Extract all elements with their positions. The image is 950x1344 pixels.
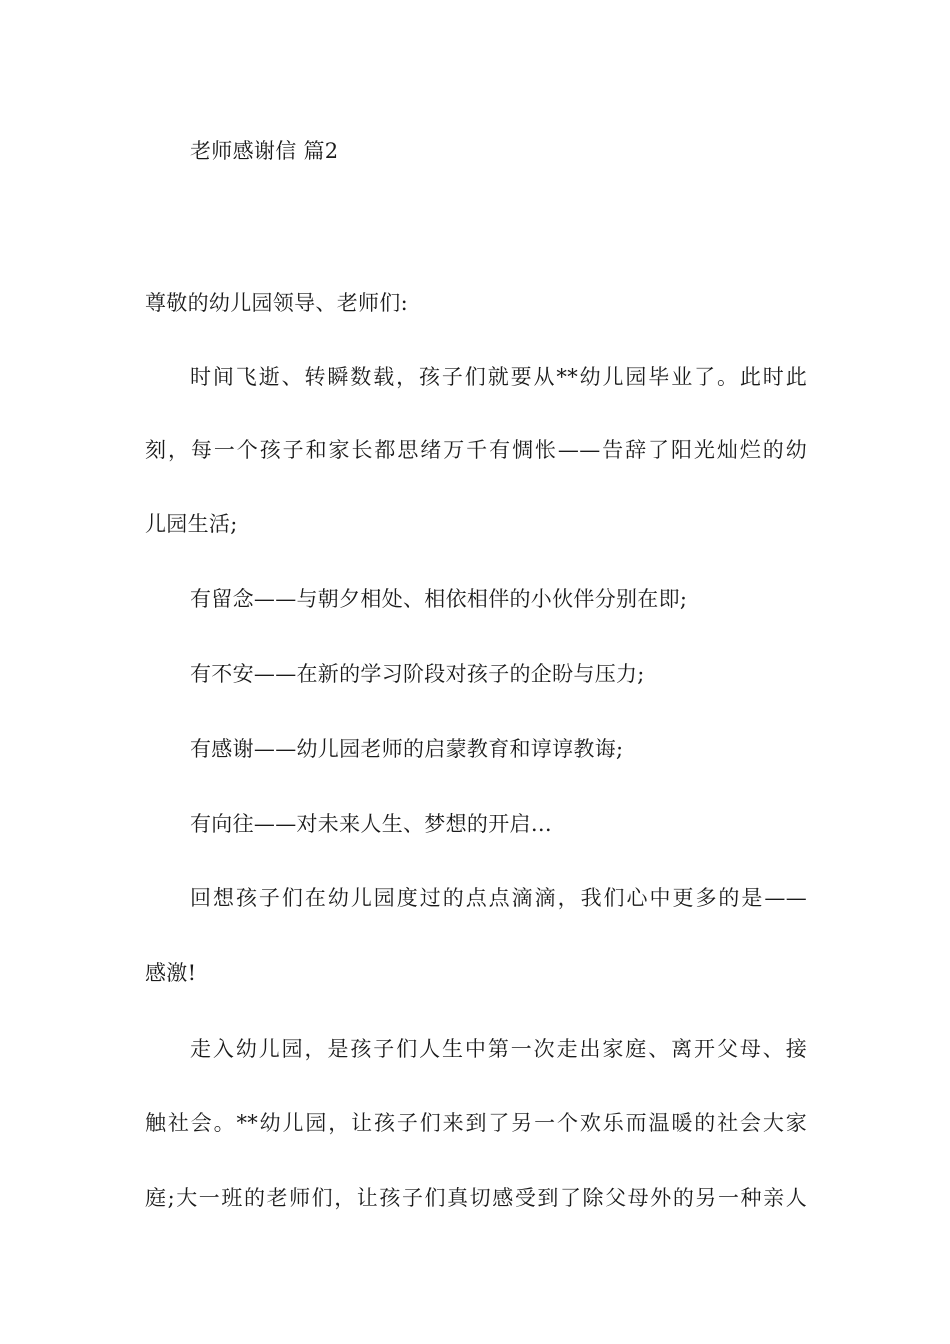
paragraph-line: 有不安——在新的学习阶段对孩子的企盼与压力; xyxy=(190,662,645,686)
salutation: 尊敬的幼儿园领导、老师们: xyxy=(145,291,408,315)
paragraph-line: 触社会。**幼儿园，让孩子们来到了另一个欢乐而温暖的社会大家 xyxy=(145,1111,807,1135)
paragraph-line: 庭;大一班的老师们，让孩子们真切感受到了除父母外的另一种亲人 xyxy=(145,1186,807,1210)
document-title: 老师感谢信 篇2 xyxy=(190,139,339,163)
paragraph-line: 刻，每一个孩子和家长都思绪万千有惆怅——告辞了阳光灿烂的幼 xyxy=(145,438,807,462)
paragraph-line: 回想孩子们在幼儿园度过的点点滴滴，我们心中更多的是—— xyxy=(190,886,807,910)
paragraph-line: 有感谢——幼儿园老师的启蒙教育和谆谆教诲; xyxy=(190,737,624,761)
paragraph-line: 走入幼儿园，是孩子们人生中第一次走出家庭、离开父母、接 xyxy=(190,1037,807,1061)
paragraph-line: 有留念——与朝夕相处、相依相伴的小伙伴分别在即; xyxy=(190,587,688,611)
paragraph-line: 儿园生活; xyxy=(145,512,238,536)
paragraph-line: 感激! xyxy=(145,961,197,985)
paragraph-line: 时间飞逝、转瞬数载，孩子们就要从**幼儿园毕业了。此时此 xyxy=(190,365,807,389)
paragraph-line: 有向往——对未来人生、梦想的开启… xyxy=(190,812,553,836)
